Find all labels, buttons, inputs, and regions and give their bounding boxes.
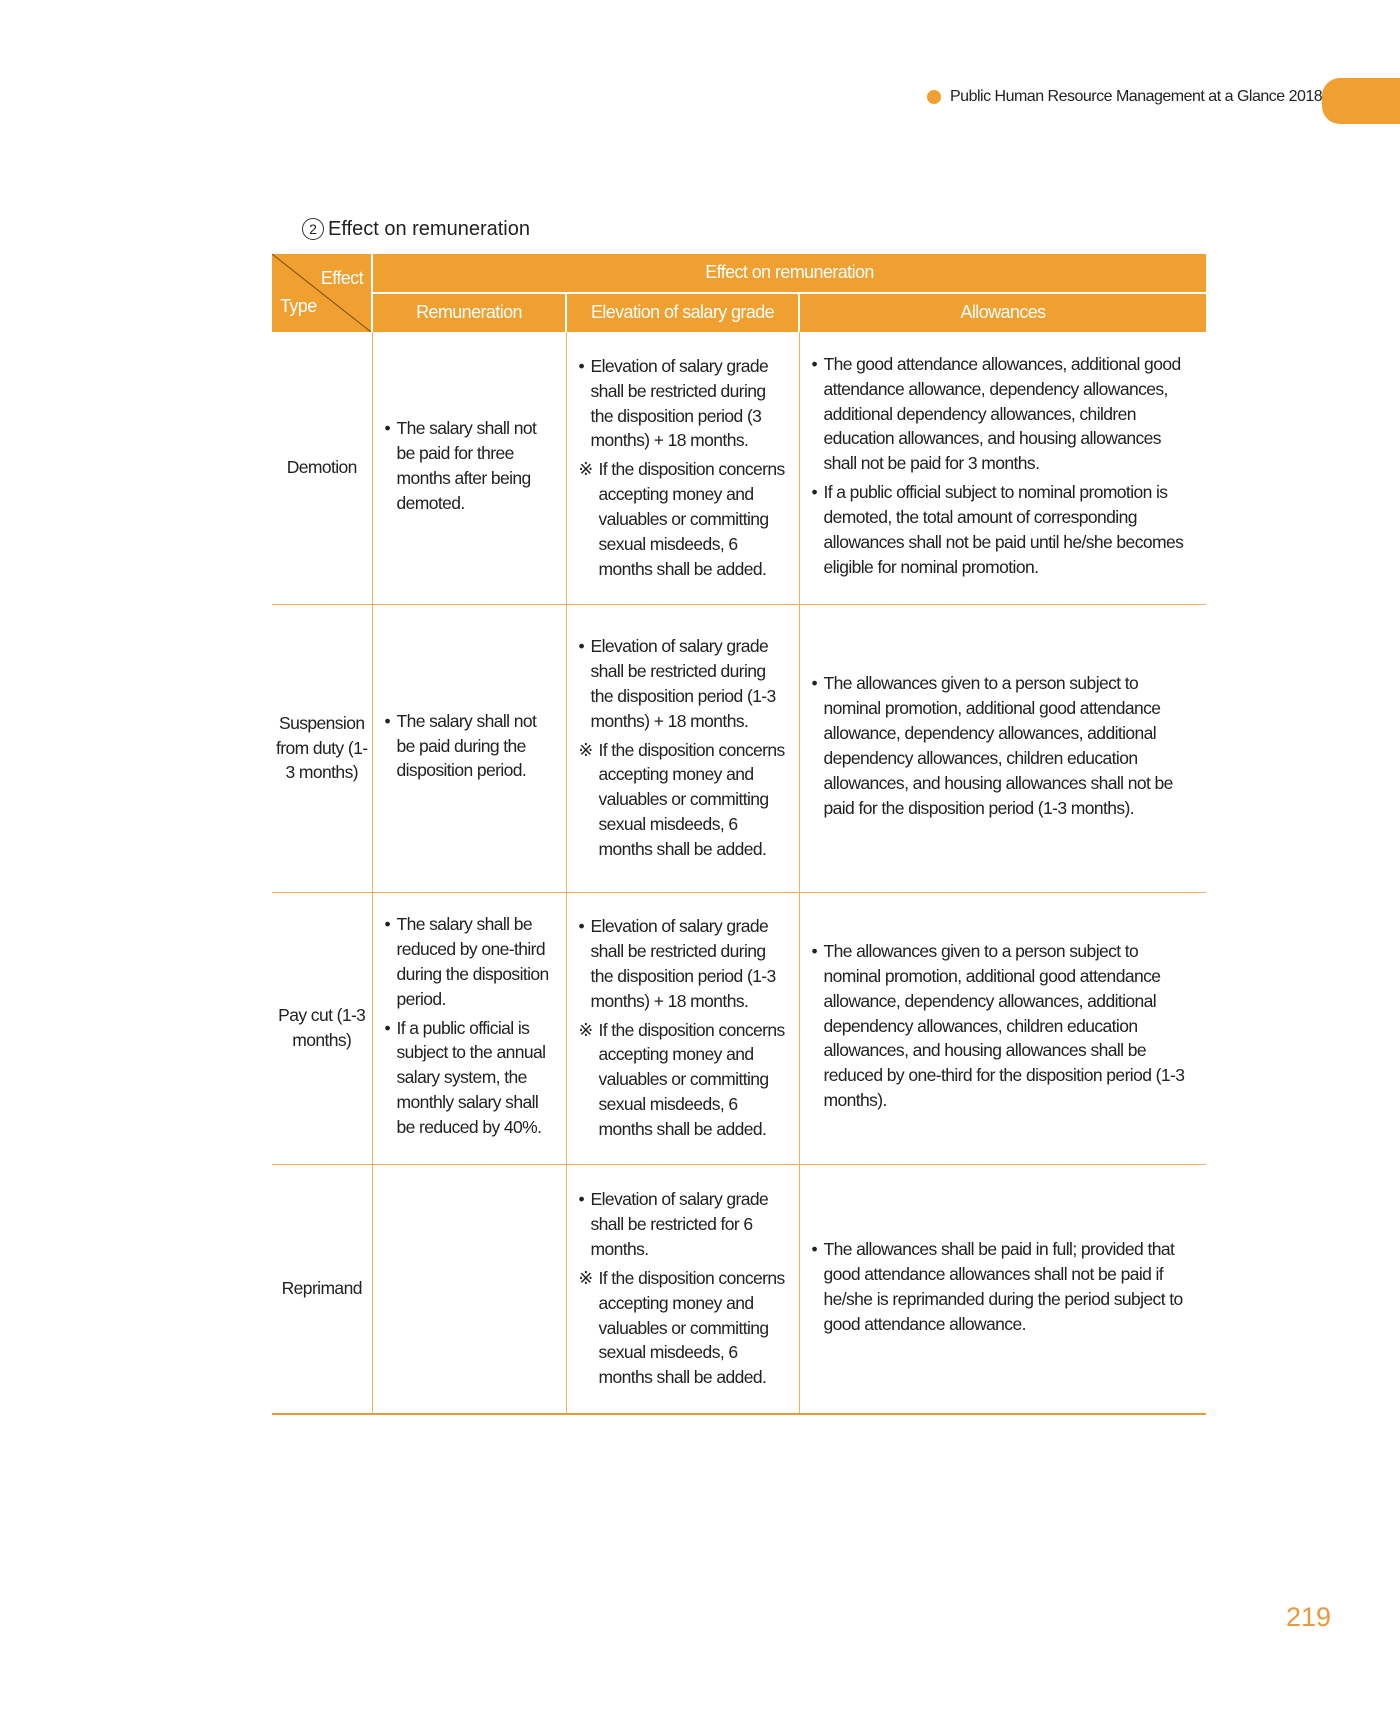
list-item: • If a public official is subject to the annual salary system, the monthly salary shall be reduced by 40%. — [385, 1016, 556, 1140]
list-item: • The salary shall be reduced by one-third during the disposition period. — [385, 912, 556, 1011]
list-item: • Elevation of salary grade shall be restricted during the disposition period (1-3 months) + 18 months. — [579, 914, 789, 1013]
list-item: • The good attendance allowances, additional good attendance allowance, dependency allowances, additional dependency allowances, children education allowances, and housing allowances shall not be paid for 3 months. — [812, 352, 1197, 476]
list-item: • The allowances shall be paid in full; provided that good attendance allowances shall not be paid if he/she is reprimanded during the period subject to good attendance allowance. — [812, 1237, 1197, 1336]
note: ※ If the disposition concerns accepting money and valuables or committing sexual misdeeds, 6 months shall be added. — [579, 1018, 789, 1142]
section-number: 2 — [302, 218, 324, 240]
elevation-cell — [566, 892, 799, 1164]
section-heading — [302, 218, 530, 241]
table-row — [272, 604, 1206, 892]
table-row — [272, 892, 1206, 1164]
note: ※ If the disposition concerns accepting money and valuables or committing sexual misdeeds, 6 months shall be added. — [579, 1266, 789, 1390]
allowances-cell — [799, 332, 1206, 604]
row-type: Suspension from duty (1-3 months) — [276, 712, 368, 783]
allowances-cell — [799, 892, 1206, 1164]
group-header: Effect on remuneration — [372, 254, 1206, 293]
elevation-cell — [566, 1164, 799, 1414]
list-item: • Elevation of salary grade shall be restricted during the disposition period (3 months) + 18 months. — [579, 354, 789, 453]
elevation-cell — [566, 332, 799, 604]
elevation-cell — [566, 604, 799, 892]
note: ※ If the disposition concerns accepting money and valuables or committing sexual misdeeds, 6 months shall be added. — [579, 738, 789, 862]
corner-effect-label: Effect — [320, 268, 363, 288]
running-header — [927, 88, 1322, 106]
corner-type-label: Type — [280, 296, 317, 317]
list-item: • The salary shall not be paid during the disposition period. — [385, 709, 556, 784]
list-item: • If a public official subject to nominal promotion is demoted, the total amount of corresponding allowances shall not be paid until he/she becomes eligible for nominal promotion. — [812, 480, 1197, 579]
remuneration-cell — [372, 604, 566, 892]
bullet-dot-icon — [927, 90, 941, 104]
row-type: Reprimand — [281, 1278, 362, 1299]
list-item: • The salary shall not be paid for three months after being demoted. — [385, 416, 556, 515]
chapter-tab — [1322, 78, 1400, 124]
remuneration-table — [272, 254, 1206, 1415]
remuneration-cell — [372, 332, 566, 604]
column-header: Remuneration — [372, 293, 566, 332]
table-row — [272, 1164, 1206, 1414]
row-type: Pay cut (1-3 months) — [278, 1005, 366, 1050]
allowances-cell — [799, 604, 1206, 892]
note: ※ If the disposition concerns accepting money and valuables or committing sexual misdeeds, 6 months shall be added. — [579, 457, 789, 581]
section-title: Effect on remuneration — [328, 218, 530, 240]
allowances-cell — [799, 1164, 1206, 1414]
row-type: Demotion — [286, 457, 357, 478]
column-header: Allowances — [799, 293, 1206, 332]
remuneration-cell — [372, 892, 566, 1164]
table-corner-header — [272, 254, 372, 332]
running-header-title: Public Human Resource Management at a Glance 2018 — [950, 88, 1323, 105]
list-item: • The allowances given to a person subject to nominal promotion, additional good attendance allowance, dependency allowances, additional dependency allowances, children education allowances, and housing allowances shall not be paid for the disposition period (1-3 months). — [812, 671, 1197, 820]
list-item: • Elevation of salary grade shall be restricted for 6 months. — [579, 1187, 789, 1262]
page-number: 219 — [1286, 1602, 1332, 1632]
list-item: • Elevation of salary grade shall be restricted during the disposition period (1-3 months) + 18 months. — [579, 634, 789, 733]
remuneration-cell — [372, 1164, 566, 1414]
column-header: Elevation of salary grade — [566, 293, 799, 332]
table-row — [272, 332, 1206, 604]
list-item: • The allowances given to a person subject to nominal promotion, additional good attendance allowance, dependency allowances, additional dependency allowances, children education allowances, and housing allowances shall be reduced by one-third for the disposition period (1-3 months). — [812, 939, 1197, 1113]
